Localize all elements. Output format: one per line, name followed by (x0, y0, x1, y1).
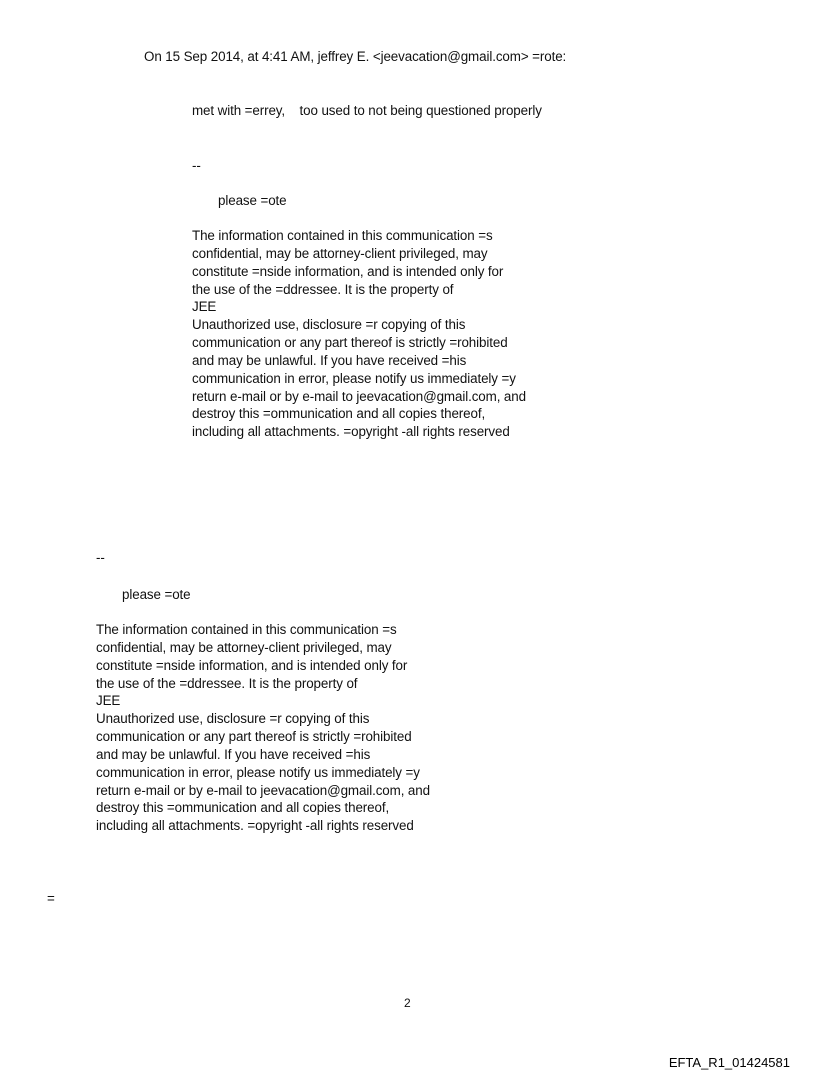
disclaimer-line: Unauthorized use, disclosure =r copying of this (96, 711, 370, 727)
disclaimer-line: constitute =nside information, and is intended only for (96, 657, 408, 673)
quoted-disclaimer-line: JEE (192, 299, 217, 315)
quoted-disclaimer-line: the use of the =ddressee. It is the property of (192, 281, 454, 297)
signature-separator: -- (96, 550, 105, 565)
quoted-disclaimer-line: and may be unlawful. If you have received =his (192, 352, 467, 368)
disclaimer-line: destroy this =ommunication and all copies thereof, (96, 800, 390, 816)
quoted-disclaimer-line: constitute =nside information, and is intended only for (192, 263, 504, 279)
disclaimer-line: including all attachments. =opyright -all rights reserved (96, 818, 414, 834)
disclaimer-line: return e-mail or by e-mail to jeevacation@gmail.com, and (96, 782, 430, 798)
quoted-disclaimer-line: confidential, may be attorney-client privileged, may (192, 245, 488, 261)
quoted-disclaimer (192, 227, 526, 441)
quoted-disclaimer-line: Unauthorized use, disclosure =r copying of this (192, 317, 466, 333)
quoted-disclaimer-line: communication or any part thereof is strictly =rohibited (192, 335, 508, 351)
quoted-signature-separator: -- (192, 158, 201, 173)
page-number: 2 (404, 996, 411, 1010)
quoted-disclaimer-line: communication in error, please notify us immediately =y (192, 370, 516, 386)
quoted-email-header: On 15 Sep 2014, at 4:41 AM, jeffrey E. <jeevacation@gmail.com> =rote: (144, 49, 567, 64)
disclaimer (96, 621, 430, 835)
trailing-mark: = (47, 891, 55, 906)
document-id: EFTA_R1_01424581 (668, 1055, 790, 1070)
disclaimer-line: the use of the =ddressee. It is the property of (96, 675, 358, 691)
quoted-please-note: please =ote (218, 193, 287, 208)
disclaimer-line: confidential, may be attorney-client privileged, may (96, 639, 392, 655)
disclaimer-line: communication in error, please notify us immediately =y (96, 764, 420, 780)
quoted-message-text: met with =errey, too used to not being questioned properly (192, 103, 542, 118)
please-note: please =ote (122, 587, 191, 602)
disclaimer-line: communication or any part thereof is strictly =rohibited (96, 729, 412, 745)
quoted-disclaimer-line: destroy this =ommunication and all copies thereof, (192, 406, 486, 422)
disclaimer-line: and may be unlawful. If you have received =his (96, 746, 371, 762)
disclaimer-line: The information contained in this communication =s (96, 622, 397, 637)
disclaimer-line: JEE (96, 693, 121, 709)
quoted-disclaimer-line: The information contained in this communication =s (192, 228, 493, 243)
quoted-disclaimer-line: return e-mail or by e-mail to jeevacation@gmail.com, and (192, 388, 526, 404)
quoted-disclaimer-line: including all attachments. =opyright -all rights reserved (192, 424, 510, 440)
